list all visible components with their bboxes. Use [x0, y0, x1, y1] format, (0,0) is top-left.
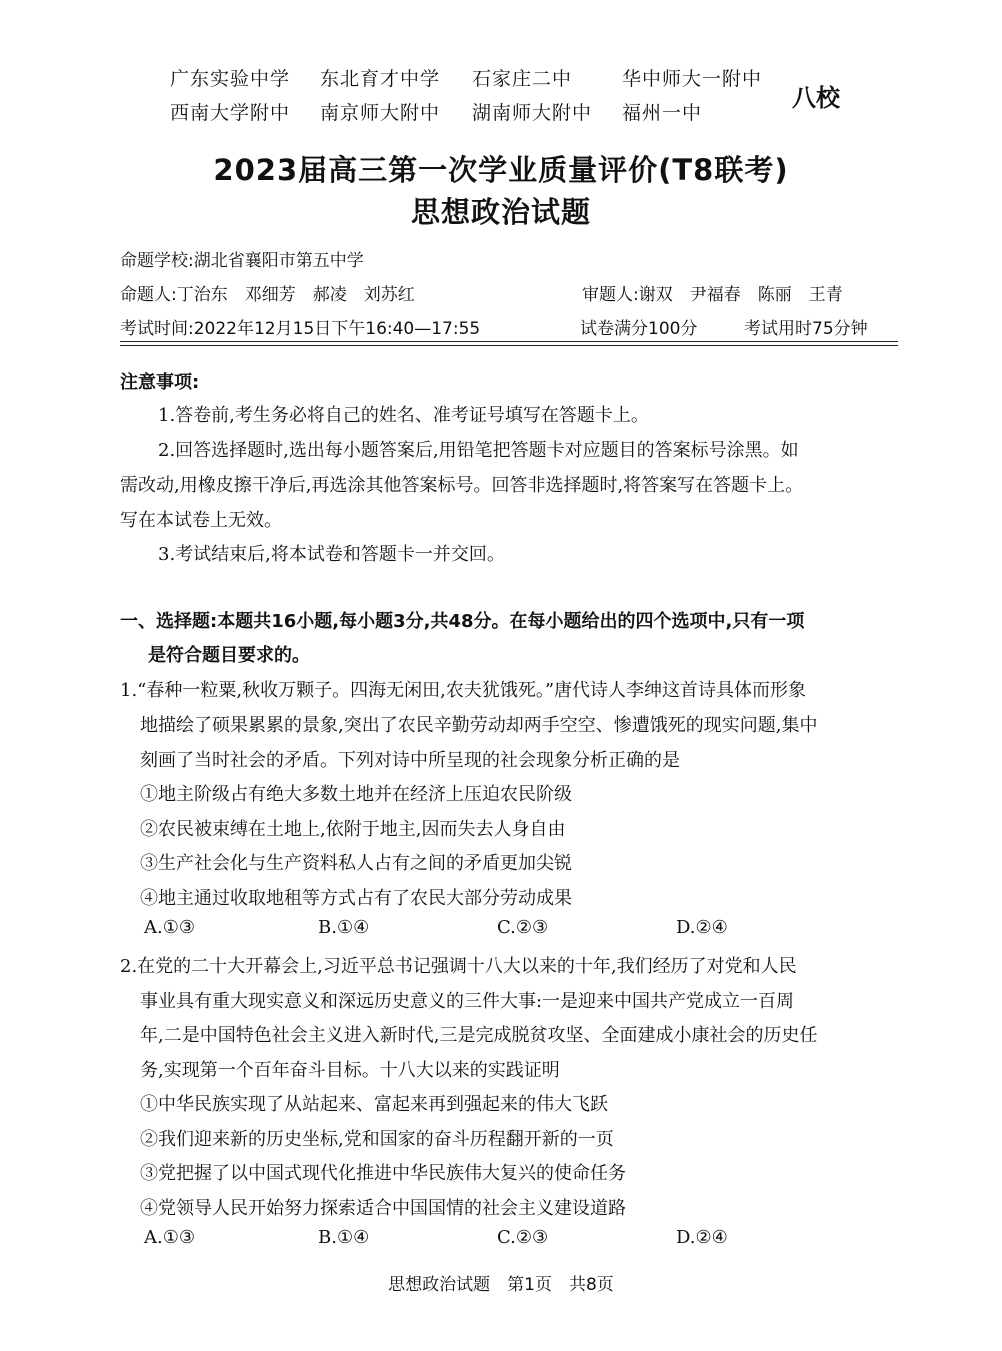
exam-title: 2023届高三第一次学业质量评价(T8联考)	[213, 153, 789, 187]
question-text: 2.在党的二十大开幕会上,习近平总书记强调十八大以来的十年,我们经历了对党和人民	[120, 956, 797, 977]
question-text: 刻画了当时社会的矛盾。下列对诗中所呈现的社会现象分析正确的是	[140, 750, 680, 771]
page-footer: 思想政治试题 第1页 共8页	[388, 1275, 614, 1295]
note-line: 3.考试结束后,将本试卷和答题卡一并交回。	[158, 544, 505, 565]
school-name: 福州一中	[622, 102, 703, 124]
section-heading: 一、选择题:本题共16小题,每小题3分,共48分。在每小题给出的四个选项中,只有一项	[120, 611, 805, 632]
option-c: C.②③	[497, 1227, 549, 1248]
statement: ②我们迎来新的历史坐标,党和国家的奋斗历程翻开新的一页	[140, 1129, 614, 1150]
option-c: C.②③	[497, 917, 549, 938]
option-d: D.②④	[676, 1227, 728, 1248]
note-line: 需改动,用橡皮擦干净后,再选涂其他答案标号。回答非选择题时,将答案写在答题卡上。	[120, 475, 804, 496]
divider	[120, 345, 898, 346]
statement: ①地主阶级占有绝大多数土地并在经济上压迫农民阶级	[140, 784, 572, 805]
divider	[120, 341, 898, 342]
reviewers: 审题人:谢双 尹福春 陈丽 王青	[582, 285, 843, 305]
option-a: A.①③	[144, 1227, 195, 1248]
exam-duration: 考试用时75分钟	[744, 319, 868, 339]
question-text: 1.“春种一粒粟,秋收万颗子。四海无闲田,农夫犹饿死。”唐代诗人李绅这首诗具体而形象	[120, 680, 807, 701]
statement: ①中华民族实现了从站起来、富起来再到强起来的伟大飞跃	[140, 1094, 608, 1115]
notes-heading: 注意事项:	[120, 372, 200, 393]
statement: ②农民被束缚在土地上,依附于地主,因而失去人身自由	[140, 819, 566, 840]
option-d: D.②④	[676, 917, 728, 938]
question-text: 地描绘了硕果累累的景象,突出了农民辛勤劳动却两手空空、惨遭饿死的现实问题,集中	[140, 715, 818, 736]
school-name: 西南大学附中	[170, 102, 291, 124]
school-name: 广东实验中学	[170, 68, 291, 90]
note-line: 2.回答选择题时,选出每小题答案后,用铅笔把答题卡对应题目的答案标号涂黑。如	[158, 440, 799, 461]
alliance-badge: 八校	[792, 84, 840, 112]
statement: ④地主通过收取地租等方式占有了农民大部分劳动成果	[140, 888, 572, 909]
question-text: 务,实现第一个百年奋斗目标。十八大以来的实践证明	[140, 1060, 560, 1081]
statement: ③生产社会化与生产资料私人占有之间的矛盾更加尖锐	[140, 853, 572, 874]
note-line: 写在本试卷上无效。	[120, 510, 282, 531]
statement: ③党把握了以中国式现代化推进中华民族伟大复兴的使命任务	[140, 1163, 626, 1184]
note-line: 1.答卷前,考生务必将自己的姓名、准考证号填写在答题卡上。	[158, 405, 649, 426]
exam-time: 考试时间:2022年12月15日下午16:40—17:55	[120, 319, 481, 339]
school-name: 华中师大一附中	[622, 68, 763, 90]
school-name: 湖南师大附中	[472, 102, 593, 124]
setter-school: 命题学校:湖北省襄阳市第五中学	[120, 251, 364, 271]
full-score: 试卷满分100分	[580, 319, 698, 339]
statement: ④党领导人民开始努力探索适合中国国情的社会主义建设道路	[140, 1198, 626, 1219]
option-b: B.①④	[318, 1227, 370, 1248]
setters: 命题人:丁治东 邓细芳 郝凌 刘苏红	[120, 285, 415, 305]
question-text: 年,二是中国特色社会主义进入新时代,三是完成脱贫攻坚、全面建成小康社会的历史任	[140, 1025, 818, 1046]
school-name: 东北育才中学	[320, 68, 441, 90]
option-a: A.①③	[144, 917, 195, 938]
question-text: 事业具有重大现实意义和深远历史意义的三件大事:一是迎来中国共产党成立一百周	[140, 991, 795, 1012]
exam-subject: 思想政治试题	[410, 195, 591, 229]
school-name: 南京师大附中	[320, 102, 441, 124]
section-heading: 是符合题目要求的。	[148, 645, 310, 666]
option-b: B.①④	[318, 917, 370, 938]
school-name: 石家庄二中	[472, 68, 573, 90]
